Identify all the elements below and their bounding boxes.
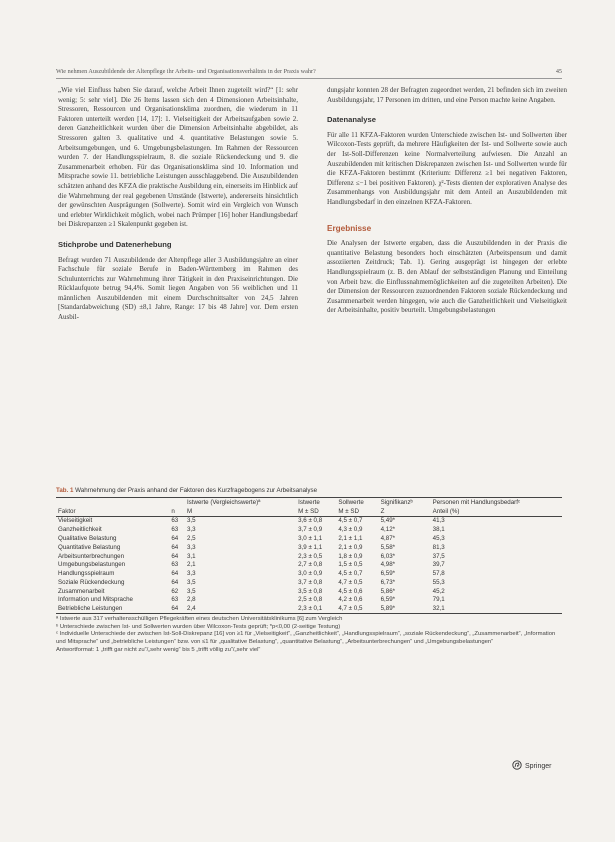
- table-cell: 3,3: [186, 570, 196, 578]
- header-group-istwerte: Istwerte: [296, 498, 336, 507]
- table-cell: Betriebliche Leistungen: [56, 604, 169, 613]
- table-row: [56, 569, 562, 578]
- col-header-m: M: [185, 507, 296, 516]
- table-cell: 5,89*: [379, 604, 431, 613]
- col-header-n: n: [169, 507, 185, 516]
- table-sub-header: [56, 507, 562, 516]
- table-cell: 3,5: [186, 587, 196, 595]
- table-cell: 4,5 ± 0,7: [338, 517, 363, 525]
- table-cell: 4,5 ± 0,7: [338, 570, 363, 578]
- table-cell: 2,3 ± 0,1: [296, 604, 336, 613]
- table-cell: Quantitative Belastung: [58, 543, 121, 551]
- table-cell: Ganzheitlichkeit: [58, 526, 102, 534]
- table-cell: 5,86*: [380, 587, 396, 595]
- header-group-sollwerte: Sollwerte: [336, 498, 378, 507]
- table-cell: 4,87*: [380, 535, 396, 543]
- page-number: 45: [555, 68, 562, 75]
- header-group-action-needed: Personen mit Handlungsbedarfᶜ: [431, 498, 562, 507]
- col-header-factor: Faktor: [56, 507, 169, 516]
- table-cell: 64: [171, 535, 179, 543]
- table-cell: 3,3: [186, 526, 196, 534]
- table-cell: 2,1 ± 1,1: [338, 535, 363, 543]
- table-cell: 1,5 ± 0,5: [338, 561, 363, 569]
- col-header-ist: M ± SD: [296, 507, 336, 516]
- table-cell: Qualitative Belastung: [58, 535, 117, 543]
- table-cell: 2,7 ± 0,8: [298, 561, 323, 569]
- springer-horse-logo-icon: [512, 760, 522, 772]
- results-paragraph: Die Analysen der Istwerte ergaben, dass die Auszubildenden in der Praxis die quantitative Belastung besonders hoch einschätzten (Arbeitspensum und damit assoziierten Zeitdruck; Tab. 1). Gering ausgeprägt ist hingegen der erlebte Handlungsspielraum (z. B. den Ablauf der selbstständigen Planung und Einteilung von Arbeit bzw. die Einflussnahmemöglichkeiten auf die zugeteilten Arbeiten). Die der Dimension der Ressourcen zuzuordnenden Faktoren soziale Rückendeckung und Zusammenarbeit werden hingegen, wie auch die Ganzheitlichkeit und Vielseitigkeit der Arbeitsinhalte, positiv beurteilt. Umgebungsbelastungen: [327, 239, 567, 315]
- table-cell: 3,6 ± 0,8: [298, 517, 323, 525]
- table-row: [56, 552, 562, 561]
- table-cell: 2,8: [186, 596, 196, 604]
- table-cell: 63: [171, 526, 179, 534]
- table-cell: 37,5: [432, 552, 445, 560]
- table-cell: 45,2: [432, 587, 445, 595]
- table-cell: 4,7 ± 0,5: [338, 578, 363, 586]
- table-row: [56, 516, 562, 525]
- table-cell: 2,5 ± 0,8: [298, 596, 323, 604]
- table-cell: 45,3: [432, 535, 445, 543]
- table-cell: 2,1 ± 0,9: [338, 543, 363, 551]
- table-cell: 6,59*: [380, 596, 396, 604]
- table-cell: 79,1: [432, 596, 445, 604]
- table-caption-text: Wahrnehmung der Praxis anhand der Faktoren des Kurzfragebogens zur Arbeitsanalyse: [75, 487, 318, 494]
- table-row: [56, 525, 562, 534]
- table-1: [56, 487, 562, 654]
- heading-sample: Stichprobe und Datenerhebung: [58, 239, 172, 249]
- header-rule: [56, 78, 562, 79]
- table-cell: 3,7 ± 0,8: [298, 578, 323, 586]
- table-row: [56, 587, 562, 596]
- col-header-z: Z: [379, 507, 431, 516]
- publisher-mark: [512, 760, 551, 772]
- running-header: [56, 68, 562, 75]
- table-body: [56, 516, 562, 614]
- table-cell: 3,0 ± 0,9: [298, 570, 323, 578]
- table-caption: [56, 487, 562, 494]
- table-cell: Vielseitigkeit: [58, 517, 93, 525]
- publisher-name: Springer: [525, 762, 552, 770]
- table-cell: 64: [171, 578, 179, 586]
- table-cell: 3,9 ± 1,1: [298, 543, 323, 551]
- header-group-significance: Signifikanzᵇ: [379, 498, 431, 507]
- heading-results: Ergebnisse: [327, 223, 372, 233]
- table-row: [56, 604, 562, 613]
- table-cell: 2,3 ± 0,5: [298, 552, 323, 560]
- table-cell: 39,7: [432, 561, 445, 569]
- table-cell: 64: [169, 604, 185, 613]
- table-cell: 3,5: [186, 517, 196, 525]
- table-cell: 32,1: [431, 604, 562, 613]
- table-row: [56, 543, 562, 552]
- table-cell: 62: [171, 587, 179, 595]
- table-cell: 63: [171, 561, 179, 569]
- table-cell: 3,7 ± 0,9: [298, 526, 323, 534]
- table-cell: 2,1: [186, 561, 196, 569]
- table-cell: 64: [171, 552, 179, 560]
- table-cell: 3,5 ± 0,8: [298, 587, 323, 595]
- table-cell: 3,3: [186, 543, 196, 551]
- table-cell: 6,59*: [380, 570, 396, 578]
- table-row: [56, 534, 562, 543]
- continued-paragraph: dungsjahr konnten 28 der Befragten zugeordnet werden, 21 befinden sich im zweiten Ausbildungsjahr, 17 Personen im dritten, und eine Person machte keine Angaben.: [327, 86, 567, 104]
- right-column: [327, 86, 567, 322]
- table-notes: [56, 616, 562, 654]
- table-caption-label: Tab. 1: [56, 487, 74, 494]
- table-cell: 2,4: [185, 604, 296, 613]
- table-cell: 2,5: [186, 535, 196, 543]
- table-cell: 4,5 ± 0,6: [338, 587, 363, 595]
- factor-table: [56, 497, 562, 614]
- table-cell: 4,2 ± 0,6: [338, 596, 363, 604]
- table-cell: 55,3: [432, 578, 445, 586]
- table-cell: 3,5: [186, 578, 196, 586]
- table-cell: 81,3: [432, 543, 445, 551]
- table-note: Antwortformat: 1 „trifft gar nicht zu“/„sehr wenig“ bis 5 „trifft völlig zu“/„sehr viel“: [56, 646, 261, 653]
- table-cell: 64: [171, 543, 179, 551]
- table-cell: 4,7 ± 0,5: [336, 604, 378, 613]
- table-cell: 4,98*: [380, 561, 396, 569]
- running-title: Wie nehmen Auszubildende der Altenpflege ihr Arbeits- und Organisationsverhältnis in der Praxis wahr?: [56, 68, 316, 75]
- table-cell: 3,0 ± 1,1: [298, 535, 323, 543]
- intro-paragraph: „Wie viel Einfluss haben Sie darauf, welche Arbeit Ihnen zugeteilt wird?“ [1: sehr wenig; 5: sehr viel]. Die 26 Items lassen sich den 4 Dimensionen Arbeitsinhalte, Stressoren, Ressourcen und Organisationsklima zuordnen, die wiederum in 11 Faktoren unterteilt werden [14, 17]: 1. Vielseitigkeit der Arbeitsaufgaben sowie 2. deren Ganzheitlichkeit wurden über die Dimension Arbeitsinhalte abgebildet, als Stressoren galten 3. qualitative und 4. quantitative Belastungen sowie 5. Arbeitsumgebungen, und 6. Umgebungsbelastungen. Im Rahmen der Ressourcen wurden 7. der Handlungsspielraum, 8. die soziale Rückendeckung und 9. die Zusammenarbeit erhoben. Für das Organisationsklima sind 10. Information und Mitsprache sowie 11. betriebliche Leistungen ausschlaggebend. Die Auszubildenden schätzten anhand des KFZA die praktische Ausbildung ein, einerseits im Hinblick auf die Wahrnehmung der real gegebenen Umstände (Istwerte), andererseits hinsichtlich der gewünschten Ausprägungen (Sollwerte). Somit wird ein Vergleich von Wunsch und erlebter Wirklichkeit möglich, wobei nach Prümper [16] hoher Handlungsbedarf bei Diskrepanzen ≥1 Skalenpunkt gegeben ist.: [58, 86, 298, 229]
- table-cell: 63: [171, 596, 179, 604]
- table-header-groups: [56, 498, 562, 507]
- col-header-soll: M ± SD: [336, 507, 378, 516]
- table-cell: Handlungsspielraum: [58, 570, 115, 578]
- header-group-reference: Istwerte (Vergleichswerte)ª: [185, 498, 296, 507]
- table-note: ᶜ Individuelle Unterschiede der zwischen Ist-Soll-Diskrepanz [16] von ≥1 für „Vielseitigkeit“, „Ganzheitlichkeit“, „Handlungsspielraum“, „soziale Rückendeckung“, „Zusammenarbeit“, „Information und Mitsprache“ und „betriebliche Leistungen“ bzw. von ≤1 für „qualitative Belastung“, „quantitative Belastung“, „Arbeitsunterbrechungen“ und „Umgebungsbelastungen“: [56, 631, 556, 645]
- table-cell: 6,73*: [380, 578, 396, 586]
- table-cell: 5,58*: [380, 543, 396, 551]
- table-cell: Arbeitsunterbrechungen: [58, 552, 125, 560]
- table-row: [56, 560, 562, 569]
- table-cell: 4,3 ± 0,9: [338, 526, 363, 534]
- table-row: [56, 578, 562, 587]
- table-cell: 63: [171, 517, 179, 525]
- table-cell: 1,8 ± 0,9: [338, 552, 363, 560]
- table-cell: Soziale Rückendeckung: [58, 578, 125, 586]
- table-cell: 64: [171, 570, 179, 578]
- col-header-share: Anteil (%): [431, 507, 562, 516]
- table-note: ᵇ Unterschiede zwischen Ist- und Sollwerten wurden über Wilcoxon-Tests geprüft; *p<0,00 (2-seitige Testung): [56, 623, 341, 630]
- table-cell: 3,1: [186, 552, 196, 560]
- table-cell: 5,49*: [380, 517, 396, 525]
- table-cell: 6,03*: [380, 552, 396, 560]
- table-cell: 57,8: [432, 570, 445, 578]
- table-cell: 4,12*: [380, 526, 396, 534]
- table-cell: 41,3: [432, 517, 445, 525]
- table-cell: Information und Mitsprache: [58, 596, 133, 604]
- left-column: [58, 86, 298, 329]
- table-cell: 38,1: [432, 526, 445, 534]
- table-row: [56, 596, 562, 605]
- table-note: ª Istwerte aus 317 verhaltensschülligen Pflegekräften eines deutschen Universitätsklinikums [6] zum Vergleich: [56, 616, 343, 623]
- table-cell: Umgebungsbelastungen: [58, 561, 126, 569]
- sample-paragraph: Befragt wurden 71 Auszubildende der Altenpflege aller 3 Ausbildungsjahre an einer Fachschule für soziale Berufe in Baden-Württemberg im Rahmen des Schulunterrichts zur Wahrnehmung ihrer Tätigkeit in den Praxiseinrichtungen. Die Rücklaufquote betrug 94,4%. Somit liegen Angaben von 56 weiblichen und 11 männlichen Auszubildenden mit einem Durchschnittsalter von 24,5 Jahren [Standardabweichung (SD) ±8,1 Jahre, Range: 17 bis 48 Jahre] vor. Dem ersten Ausbil-: [58, 255, 298, 322]
- heading-analysis: Datenanalyse: [327, 115, 376, 125]
- table-cell: Zusammenarbeit: [58, 587, 105, 595]
- analysis-paragraph: Für alle 11 KFZA-Faktoren wurden Unterschiede zwischen Ist- und Sollwerten über Wilcoxon-Tests geprüft, da mehrere Häufigkeiten der Ist- und Sollwerte sowie auch der Ist-Soll-Differenzen keine Normalverteilung aufwiesen. Die Anzahl an Auszubildenden mit kritischen Diskrepanzen zwischen Ist- und Sollwerten wurde für die KFZA-Faktoren bestimmt (Kriterium: Differenz ≥1 bei negativen Faktoren, Differenz ≤−1 bei positiven Faktoren). χ²-Tests dienten der explorativen Analyse des Zusammenhangs von Ausbildungsjahr mit dem Anteil an Auszubildenden mit Handlungsbedarf in den einzelnen KFZA-Faktoren.: [327, 130, 567, 206]
